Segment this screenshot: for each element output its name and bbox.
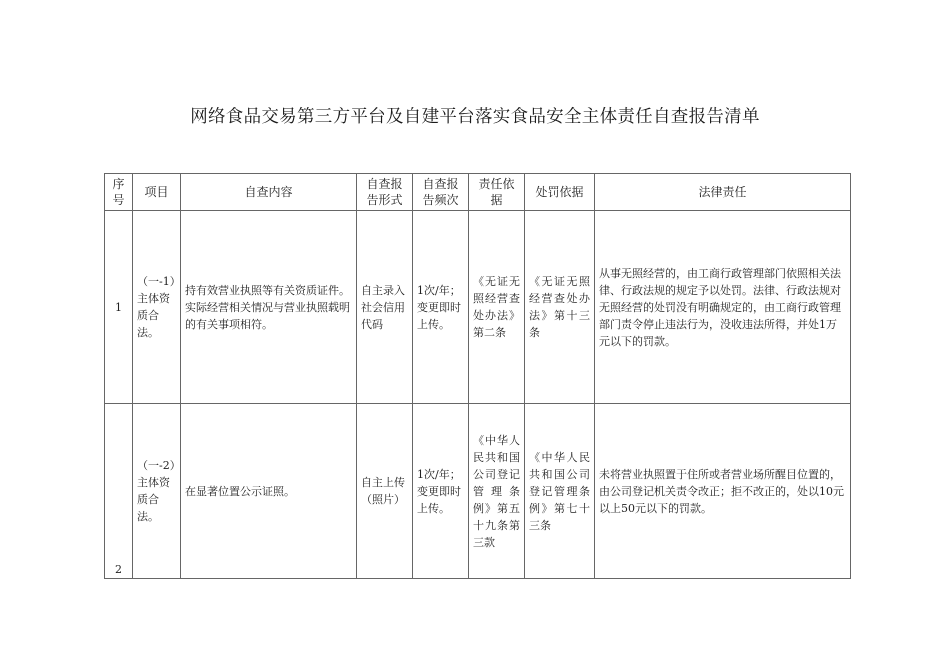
header-basis: 责任依据 xyxy=(469,174,525,211)
table-row xyxy=(105,211,851,404)
cell-penalty-basis: 《无证无照经营查处办法》第十三条 xyxy=(525,211,595,404)
cell-frequency: 1次/年；变更即时上传。 xyxy=(413,211,469,404)
document-title: 网络食品交易第三方平台及自建平台落实食品安全主体责任自查报告清单 xyxy=(190,107,760,127)
cell-seq: 2 xyxy=(105,404,133,579)
cell-basis: 《无证无照经营查处办法》第二条 xyxy=(469,211,525,404)
header-penalty-basis: 处罚依据 xyxy=(525,174,595,211)
table-row xyxy=(105,404,851,579)
cell-penalty-basis: 《中华人民共和国公司登记管理条例》第七十三条 xyxy=(525,404,595,579)
cell-content: 在显著位置公示证照。 xyxy=(181,404,357,579)
cell-format: 自主上传（照片） xyxy=(357,404,413,579)
header-liability: 法律责任 xyxy=(595,174,851,211)
header-content: 自查内容 xyxy=(181,174,357,211)
cell-liability: 从事无照经营的，由工商行政管理部门依照相关法律、行政法规的规定予以处罚。法律、行政法规对无照经营的处罚没有明确规定的，由工商行政管理部门责令停止违法行为，没收违法所得，并处1万元以下的罚款。 xyxy=(595,211,851,404)
cell-seq: 1 xyxy=(105,211,133,404)
header-seq: 序号 xyxy=(105,174,133,211)
header-format: 自查报告形式 xyxy=(357,174,413,211)
header-frequency: 自查报告频次 xyxy=(413,174,469,211)
header-item: 项目 xyxy=(133,174,181,211)
cell-frequency: 1次/年；变更即时上传。 xyxy=(413,404,469,579)
cell-format: 自主录入社会信用代码 xyxy=(357,211,413,404)
cell-content: 持有效营业执照等有关资质证件。实际经营相关情况与营业执照载明的有关事项相符。 xyxy=(181,211,357,404)
cell-basis: 《中华人民共和国公司登记管理条例》第五十九条第三款 xyxy=(469,404,525,579)
self-check-table xyxy=(104,173,851,579)
cell-item: （一-1）主体资质合法。 xyxy=(133,211,181,404)
table-header-row xyxy=(105,174,851,211)
cell-item: （一-2）主体资质合法。 xyxy=(133,404,181,579)
cell-liability: 未将营业执照置于住所或者营业场所醒目位置的，由公司登记机关责令改正；拒不改正的，处以10元以上50元以下的罚款。 xyxy=(595,404,851,579)
